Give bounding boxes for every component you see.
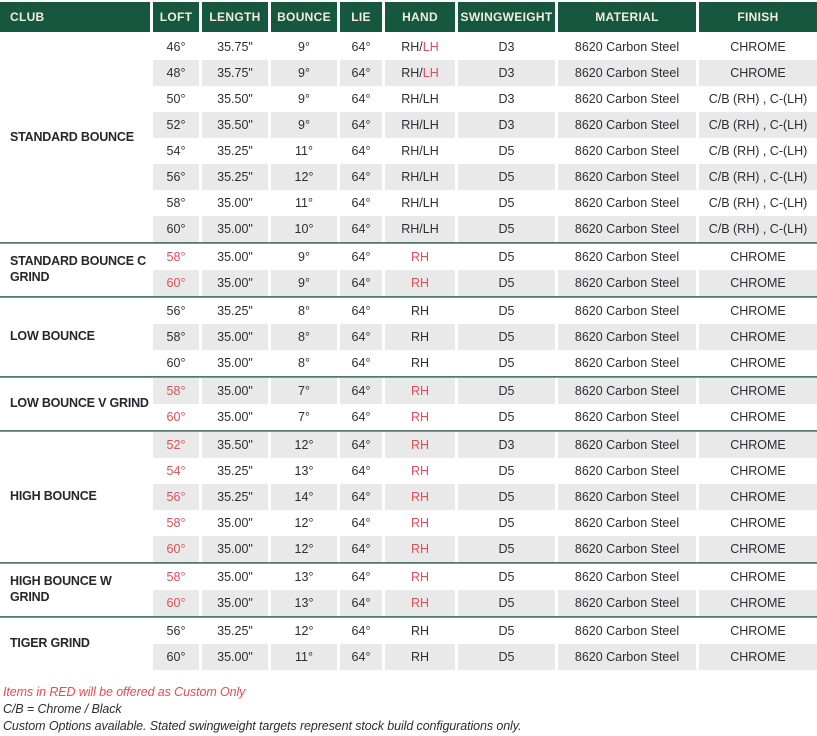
cell-swingweight: D3: [498, 92, 515, 106]
cell-finish: CHROME: [730, 570, 786, 584]
cell-hand: [385, 324, 455, 350]
cell-lie: 64°: [351, 144, 371, 158]
cell-hand: [385, 34, 455, 60]
cell-bounce: 9°: [298, 92, 310, 106]
cell-finish: CHROME: [730, 40, 786, 54]
cell-loft: 60°: [153, 644, 199, 670]
footnotes: [0, 684, 817, 734]
cell-lie: 64°: [340, 378, 382, 404]
club-name: HIGH BOUNCE: [10, 489, 97, 504]
hand-segment-red: RH: [410, 596, 430, 610]
cell-finish: C/B (RH) , C-(LH): [699, 112, 817, 138]
cell-loft: 60°: [153, 536, 199, 562]
club-name: LOW BOUNCE: [10, 329, 95, 344]
hand-segment-red: RH: [410, 542, 430, 556]
cell-bounce: 8°: [298, 356, 310, 370]
cell-swingweight: D3: [458, 432, 555, 458]
cell-material: 8620 Carbon Steel: [574, 356, 680, 370]
cell-length: 35.00": [202, 216, 268, 242]
cell-length: 35.00": [202, 378, 268, 404]
cell-loft: 56°: [166, 624, 186, 638]
cell-length: 35.00": [217, 196, 253, 210]
cell-loft: 52°: [153, 432, 199, 458]
cell-lie: 64°: [340, 112, 382, 138]
cell-finish: CHROME: [699, 270, 817, 296]
cell-swingweight: D3: [458, 112, 555, 138]
column-header-hand: HAND: [385, 2, 455, 32]
column-header-bounce: BOUNCE: [271, 2, 337, 32]
cell-bounce: 8°: [298, 304, 310, 318]
hand-segment: RH/LH: [401, 92, 439, 106]
cell-lie: 64°: [340, 216, 382, 242]
cell-hand: [385, 60, 455, 86]
cell-hand: [385, 216, 455, 242]
club-name: LOW BOUNCE V GRIND: [10, 396, 149, 411]
cell-lie: 64°: [351, 92, 371, 106]
column-header-loft: LOFT: [153, 2, 199, 32]
cell-length: 35.00": [202, 536, 268, 562]
cell-loft: 60°: [153, 590, 199, 616]
club-name: TIGER GRIND: [10, 636, 90, 651]
cell-loft: 46°: [166, 40, 186, 54]
cell-swingweight: D3: [498, 40, 515, 54]
hand-segment: RH/: [401, 66, 423, 80]
hand-segment-red: RH: [410, 410, 430, 424]
hand-segment-red: RH: [410, 384, 430, 398]
hand-segment-red: RH: [410, 516, 430, 530]
cell-loft: 60°: [166, 356, 186, 370]
cell-length: 35.00": [202, 644, 268, 670]
cell-bounce: 12°: [294, 624, 314, 638]
cell-hand: [385, 458, 455, 484]
cell-lie: 64°: [351, 464, 371, 478]
hand-segment: RH/LH: [401, 170, 439, 184]
cell-loft: 54°: [166, 464, 186, 478]
cell-loft: 54°: [166, 144, 186, 158]
table-body: [0, 34, 817, 670]
club-name: STANDARD BOUNCE C GRIND: [10, 254, 146, 284]
footnote-custom-only: Items in RED will be offered as Custom Only: [3, 685, 246, 699]
cell-material: 8620 Carbon Steel: [574, 516, 680, 530]
cell-lie: 64°: [351, 624, 371, 638]
cell-lie: 64°: [351, 250, 371, 264]
cell-material: 8620 Carbon Steel: [574, 92, 680, 106]
group-low-bounce: [0, 298, 817, 376]
cell-finish: CHROME: [699, 536, 817, 562]
cell-loft: 60°: [153, 216, 199, 242]
cell-material: 8620 Carbon Steel: [558, 432, 696, 458]
hand-segment-red: RH: [410, 570, 430, 584]
group-standard-bounce: [0, 34, 817, 242]
cell-finish: C/B (RH) , C-(LH): [708, 144, 808, 158]
cell-loft: 60°: [166, 410, 186, 424]
cell-length: 35.25": [202, 164, 268, 190]
cell-material: 8620 Carbon Steel: [574, 196, 680, 210]
cell-material: 8620 Carbon Steel: [558, 60, 696, 86]
group-high-bounce-w-grind: [0, 564, 817, 616]
cell-bounce: 10°: [271, 216, 337, 242]
cell-bounce: 13°: [271, 590, 337, 616]
hand-segment-red: RH: [410, 464, 430, 478]
cell-finish: C/B (RH) , C-(LH): [699, 164, 817, 190]
cell-hand: [385, 564, 455, 590]
cell-bounce: 11°: [271, 644, 337, 670]
cell-swingweight: D5: [498, 250, 515, 264]
cell-finish: CHROME: [699, 484, 817, 510]
cell-loft: 58°: [166, 196, 186, 210]
cell-finish: CHROME: [730, 250, 786, 264]
cell-lie: 64°: [351, 410, 371, 424]
cell-finish: CHROME: [730, 356, 786, 370]
hand-segment-red: RH: [410, 250, 430, 264]
cell-hand: [385, 432, 455, 458]
cell-loft: 48°: [153, 60, 199, 86]
cell-loft: 58°: [166, 250, 186, 264]
cell-length: 35.00": [217, 356, 253, 370]
cell-length: 35.00": [217, 570, 253, 584]
cell-swingweight: D5: [498, 464, 515, 478]
cell-length: 35.25": [217, 464, 253, 478]
cell-bounce: 11°: [295, 144, 313, 158]
cell-material: 8620 Carbon Steel: [558, 270, 696, 296]
cell-finish: CHROME: [730, 464, 786, 478]
cell-finish: CHROME: [730, 516, 786, 530]
group-low-bounce-v-grind: [0, 378, 817, 430]
cell-bounce: 9°: [271, 112, 337, 138]
cell-swingweight: D5: [498, 624, 515, 638]
cell-swingweight: D5: [498, 304, 515, 318]
cell-length: 35.50": [202, 112, 268, 138]
cell-hand: [385, 590, 455, 616]
group-high-bounce: [0, 432, 817, 562]
hand-segment: RH: [410, 330, 430, 344]
cell-length: 35.25": [217, 304, 253, 318]
cell-hand: [385, 270, 455, 296]
cell-lie: 64°: [340, 164, 382, 190]
cell-lie: 64°: [351, 304, 371, 318]
club-name: STANDARD BOUNCE: [10, 130, 134, 145]
cell-swingweight: D5: [498, 570, 515, 584]
cell-lie: 64°: [340, 590, 382, 616]
cell-bounce: 13°: [294, 570, 314, 584]
cell-bounce: 14°: [271, 484, 337, 510]
cell-material: 8620 Carbon Steel: [574, 464, 680, 478]
hand-segment: RH: [410, 304, 430, 318]
cell-lie: 64°: [340, 644, 382, 670]
cell-material: 8620 Carbon Steel: [574, 250, 680, 264]
cell-finish: C/B (RH) , C-(LH): [699, 216, 817, 242]
hand-segment: RH/LH: [401, 118, 439, 132]
cell-bounce: 9°: [298, 40, 310, 54]
cell-length: 35.50": [202, 432, 268, 458]
column-header-club: CLUB: [0, 2, 150, 32]
cell-hand: [385, 378, 455, 404]
cell-hand: [385, 138, 455, 164]
hand-segment-red: LH: [422, 40, 439, 54]
cell-swingweight: D5: [498, 516, 515, 530]
cell-swingweight: D5: [458, 378, 555, 404]
cell-length: 35.25": [217, 624, 253, 638]
cell-finish: CHROME: [699, 378, 817, 404]
hand-segment-red: RH: [410, 490, 430, 504]
cell-loft: 56°: [153, 484, 199, 510]
cell-swingweight: D5: [458, 216, 555, 242]
hand-segment: RH: [410, 624, 430, 638]
column-header-material: MATERIAL: [558, 2, 696, 32]
cell-hand: [385, 86, 455, 112]
cell-finish: CHROME: [699, 60, 817, 86]
cell-swingweight: D5: [458, 536, 555, 562]
cell-length: 35.00": [217, 516, 253, 530]
cell-lie: 64°: [340, 484, 382, 510]
cell-material: 8620 Carbon Steel: [558, 164, 696, 190]
cell-finish: CHROME: [730, 624, 786, 638]
cell-swingweight: D5: [458, 270, 555, 296]
cell-finish: CHROME: [730, 304, 786, 318]
cell-swingweight: D5: [458, 164, 555, 190]
cell-finish: C/B (RH) , C-(LH): [708, 92, 808, 106]
table-header-row: [0, 2, 817, 32]
cell-hand: [385, 164, 455, 190]
cell-hand: [385, 644, 455, 670]
cell-material: 8620 Carbon Steel: [558, 378, 696, 404]
cell-lie: 64°: [351, 356, 371, 370]
cell-lie: 64°: [351, 516, 371, 530]
cell-hand: [385, 190, 455, 216]
cell-material: 8620 Carbon Steel: [558, 484, 696, 510]
cell-hand: [385, 112, 455, 138]
cell-swingweight: D5: [498, 410, 515, 424]
cell-material: 8620 Carbon Steel: [574, 570, 680, 584]
cell-length: 35.50": [217, 92, 253, 106]
cell-bounce: 7°: [271, 378, 337, 404]
cell-material: 8620 Carbon Steel: [558, 644, 696, 670]
cell-lie: 64°: [351, 196, 371, 210]
cell-loft: 56°: [166, 304, 186, 318]
cell-material: 8620 Carbon Steel: [558, 324, 696, 350]
cell-bounce: 7°: [298, 410, 310, 424]
cell-lie: 64°: [351, 40, 371, 54]
cell-swingweight: D5: [458, 324, 555, 350]
cell-lie: 64°: [340, 536, 382, 562]
cell-material: 8620 Carbon Steel: [558, 590, 696, 616]
cell-swingweight: D5: [458, 484, 555, 510]
cell-loft: 58°: [166, 516, 186, 530]
group-standard-bounce-c-grind: [0, 244, 817, 296]
cell-material: 8620 Carbon Steel: [574, 40, 680, 54]
cell-length: 35.00": [202, 324, 268, 350]
cell-bounce: 12°: [271, 536, 337, 562]
cell-swingweight: D5: [498, 356, 515, 370]
cell-material: 8620 Carbon Steel: [558, 112, 696, 138]
cell-material: 8620 Carbon Steel: [574, 624, 680, 638]
cell-hand: [385, 244, 455, 270]
cell-finish: CHROME: [730, 410, 786, 424]
cell-swingweight: D3: [458, 60, 555, 86]
cell-finish: CHROME: [699, 324, 817, 350]
cell-bounce: 9°: [271, 60, 337, 86]
cell-length: 35.00": [217, 410, 253, 424]
cell-loft: 50°: [166, 92, 186, 106]
cell-lie: 64°: [340, 270, 382, 296]
cell-swingweight: D5: [458, 590, 555, 616]
cell-material: 8620 Carbon Steel: [574, 304, 680, 318]
cell-finish: CHROME: [699, 432, 817, 458]
cell-swingweight: D5: [458, 644, 555, 670]
group-tiger-grind: [0, 618, 817, 670]
cell-loft: 58°: [166, 570, 186, 584]
cell-bounce: 11°: [295, 196, 313, 210]
cell-finish: C/B (RH) , C-(LH): [708, 196, 808, 210]
cell-bounce: 9°: [298, 250, 310, 264]
cell-bounce: 12°: [271, 164, 337, 190]
hand-segment: RH: [410, 356, 430, 370]
cell-length: 35.25": [202, 484, 268, 510]
footnote-options: Custom Options available. Stated swingweight targets represent stock build configurations only.: [3, 719, 522, 733]
cell-lie: 64°: [340, 324, 382, 350]
cell-loft: 60°: [153, 270, 199, 296]
cell-material: 8620 Carbon Steel: [574, 144, 680, 158]
hand-segment: RH/LH: [401, 196, 439, 210]
cell-finish: CHROME: [699, 590, 817, 616]
cell-hand: [385, 536, 455, 562]
cell-lie: 64°: [351, 570, 371, 584]
cell-length: 35.25": [217, 144, 253, 158]
hand-segment: RH/: [401, 40, 423, 54]
cell-loft: 58°: [153, 378, 199, 404]
cell-bounce: 9°: [271, 270, 337, 296]
column-header-swingweight: SWINGWEIGHT: [458, 2, 555, 32]
cell-material: 8620 Carbon Steel: [558, 536, 696, 562]
cell-swingweight: D5: [498, 144, 515, 158]
cell-bounce: 12°: [294, 516, 314, 530]
cell-length: 35.00": [202, 270, 268, 296]
cell-hand: [385, 350, 455, 376]
cell-bounce: 13°: [294, 464, 314, 478]
hand-segment: RH/LH: [401, 222, 439, 236]
cell-bounce: 8°: [271, 324, 337, 350]
footnote-cb-legend: C/B = Chrome / Black: [3, 702, 122, 716]
cell-hand: [385, 510, 455, 536]
cell-loft: 56°: [153, 164, 199, 190]
cell-lie: 64°: [340, 60, 382, 86]
hand-segment: RH/LH: [401, 144, 439, 158]
hand-segment-red: LH: [422, 66, 439, 80]
hand-segment-red: RH: [410, 276, 430, 290]
cell-material: 8620 Carbon Steel: [574, 410, 680, 424]
club-name: HIGH BOUNCE W GRIND: [10, 574, 112, 604]
cell-hand: [385, 484, 455, 510]
column-header-length: LENGTH: [202, 2, 268, 32]
cell-hand: [385, 618, 455, 644]
cell-length: 35.75": [217, 40, 253, 54]
column-header-finish: FINISH: [699, 2, 817, 32]
cell-length: 35.00": [217, 250, 253, 264]
cell-hand: [385, 298, 455, 324]
cell-material: 8620 Carbon Steel: [558, 216, 696, 242]
cell-length: 35.75": [202, 60, 268, 86]
cell-swingweight: D5: [498, 196, 515, 210]
cell-finish: CHROME: [699, 644, 817, 670]
cell-hand: [385, 404, 455, 430]
cell-loft: 52°: [153, 112, 199, 138]
cell-length: 35.00": [202, 590, 268, 616]
cell-lie: 64°: [340, 432, 382, 458]
column-header-lie: LIE: [340, 2, 382, 32]
cell-loft: 58°: [153, 324, 199, 350]
hand-segment-red: RH: [410, 438, 430, 452]
cell-bounce: 12°: [271, 432, 337, 458]
hand-segment: RH: [410, 650, 430, 664]
